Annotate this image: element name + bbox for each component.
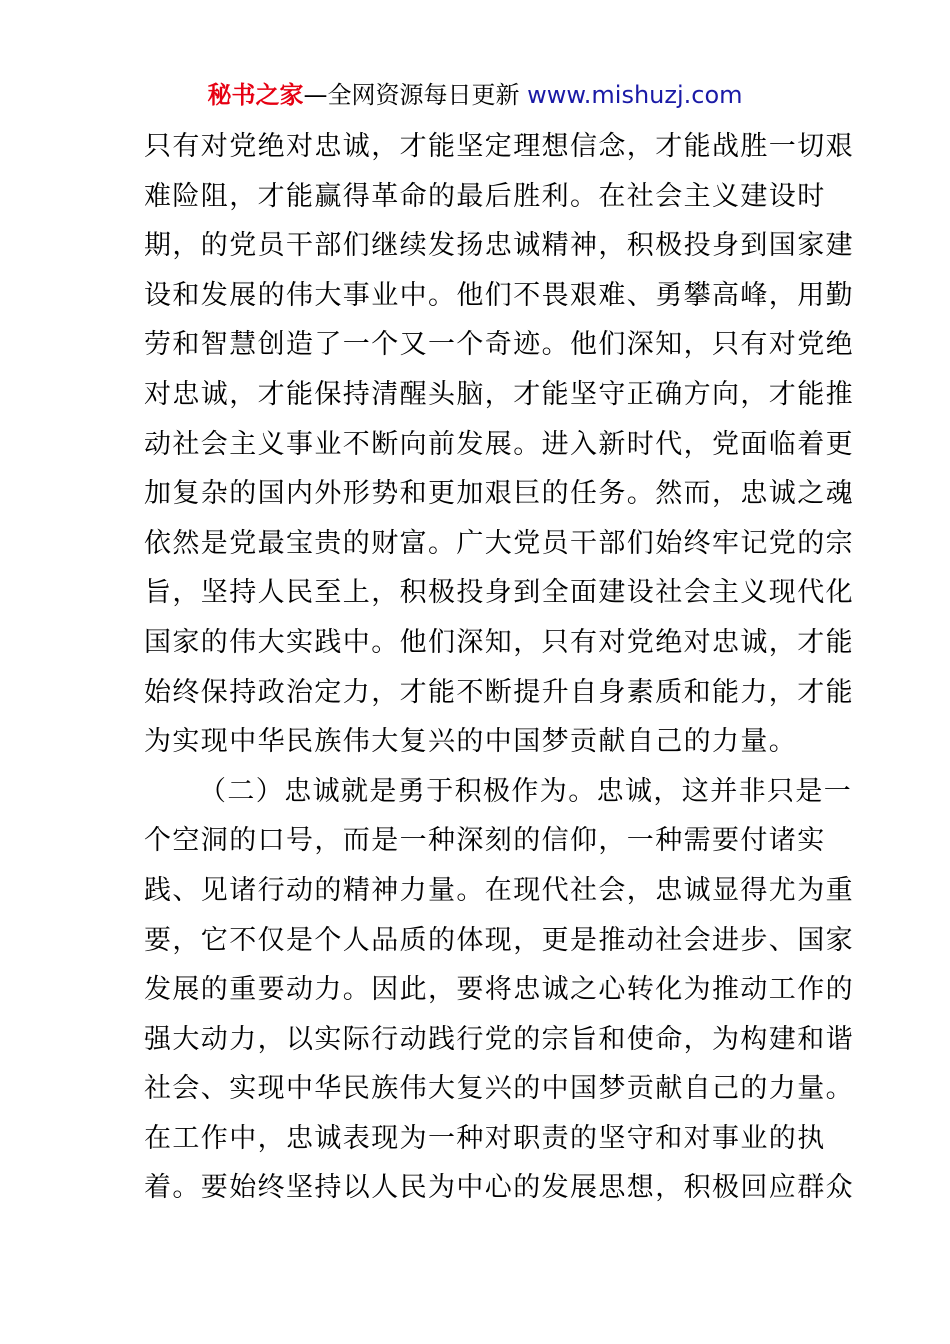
text-line: 难险阻，才能赢得革命的最后胜利。在社会主义建设时 [144,180,826,212]
site-url-link[interactable]: www.mishuzj.com [527,81,743,109]
text-line: 旨，坚持人民至上，积极投身到全面建设社会主义现代化 [144,577,854,609]
text-line: 在工作中，忠诚表现为一种对职责的坚守和对事业的执 [144,1122,826,1154]
text-line: 始终保持政治定力，才能不断提升自身素质和能力，才能 [144,676,854,708]
text-line: 动社会主义事业不断向前发展。进入新时代，党面临着更 [144,428,854,460]
text-line: 强大动力，以实际行动践行党的宗旨和使命，为构建和谐 [144,1023,854,1055]
text-line: 设和发展的伟大事业中。他们不畏艰难、勇攀高峰，用勤 [144,279,854,311]
section-heading-line: （二）忠诚就是勇于积极作为。忠诚，这并非只是一 [199,775,853,807]
text-line: 社会、实现中华民族伟大复兴的中国梦贡献自己的力量。 [144,1073,854,1105]
text-line: 对忠诚，才能保持清醒头脑，才能坚守正确方向，才能推 [144,378,854,410]
document-body [144,122,854,1213]
text-line: 个空洞的口号，而是一种深刻的信仰，一种需要付诸实 [144,825,826,857]
text-line: 国家的伟大实践中。他们深知，只有对党绝对忠诚，才能 [144,626,854,658]
text-line: 发展的重要动力。因此，要将忠诚之心转化为推动工作的 [144,974,854,1006]
text-line: 只有对党绝对忠诚，才能坚定理想信念，才能战胜一切艰 [144,131,854,162]
text-line: 要，它不仅是个人品质的体现，更是推动社会进步、国家 [144,924,854,956]
text-line: 期，的党员干部们继续发扬忠诚精神，积极投身到国家建 [144,230,854,262]
text-line: 为实现中华民族伟大复兴的中国梦贡献自己的力量。 [144,726,798,758]
brand-name: 秘书之家 [207,81,304,109]
text-line: 依然是党最宝贵的财富。广大党员干部们始终牢记党的宗 [144,527,854,559]
text-line: 践、见诸行动的精神力量。在现代社会，忠诚显得尤为重 [144,874,854,906]
text-line: 着。要始终坚持以人民为中心的发展思想，积极回应群众 [144,1172,854,1204]
text-line: 加复杂的国内外形势和更加艰巨的任务。然而，忠诚之魂 [144,478,854,510]
text-line: 劳和智慧创造了一个又一个奇迹。他们深知，只有对党绝 [144,329,854,361]
header-tagline: —全网资源每日更新 [303,81,520,109]
page-header [0,78,950,112]
